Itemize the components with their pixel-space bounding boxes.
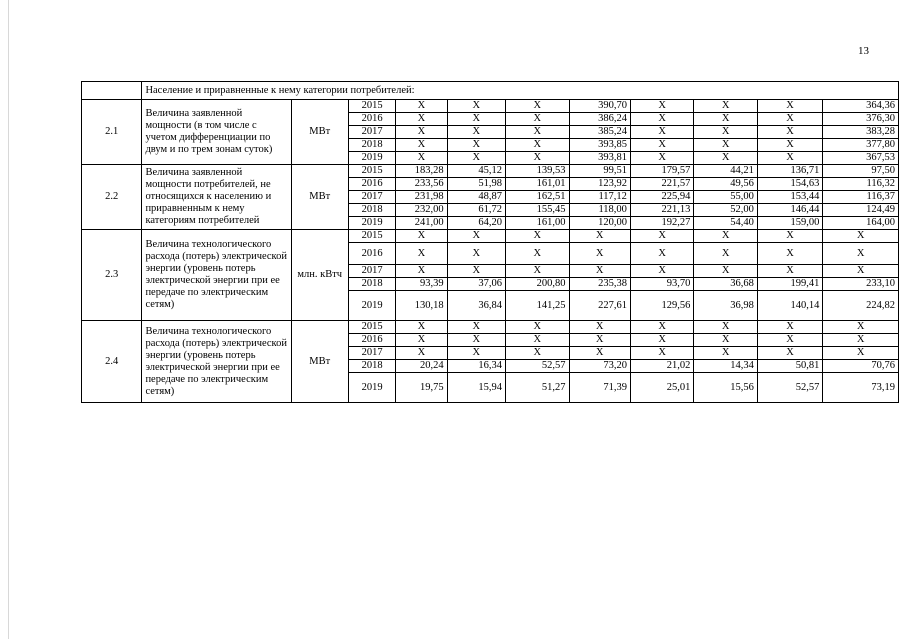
value-cell: X (396, 334, 447, 347)
value-cell: X (694, 243, 757, 265)
value-cell: 99,51 (569, 165, 630, 178)
value-cell: X (630, 126, 693, 139)
value-cell: X (757, 230, 822, 243)
value-cell: X (447, 243, 505, 265)
row-description: Величина заявленной мощности потребителей, не относящихся к населению и приравненным к нему категориям потребителей (142, 165, 291, 230)
value-cell: 52,57 (757, 373, 822, 403)
value-cell: 116,37 (823, 191, 899, 204)
value-cell: 383,28 (823, 126, 899, 139)
value-cell: X (396, 347, 447, 360)
table-row (82, 165, 899, 178)
value-cell: X (757, 152, 822, 165)
value-cell: X (694, 334, 757, 347)
value-cell: 14,34 (694, 360, 757, 373)
value-cell: X (757, 100, 822, 113)
value-cell: X (694, 152, 757, 165)
value-cell: X (630, 265, 693, 278)
value-cell: X (757, 334, 822, 347)
value-cell: X (447, 152, 505, 165)
year-cell: 2019 (348, 152, 395, 165)
value-cell: 393,85 (569, 139, 630, 152)
value-cell: X (396, 126, 447, 139)
value-cell: X (569, 347, 630, 360)
year-cell: 2016 (348, 113, 395, 126)
value-cell: X (630, 347, 693, 360)
value-cell: X (757, 113, 822, 126)
value-cell: X (447, 321, 505, 334)
value-cell: 136,71 (757, 165, 822, 178)
year-cell: 2018 (348, 139, 395, 152)
value-cell: X (757, 243, 822, 265)
value-cell: 20,24 (396, 360, 447, 373)
value-cell: X (447, 265, 505, 278)
value-cell: 155,45 (506, 204, 569, 217)
value-cell: 15,56 (694, 373, 757, 403)
value-cell: 235,38 (569, 278, 630, 291)
value-cell: 241,00 (396, 217, 447, 230)
year-cell: 2019 (348, 291, 395, 321)
page-number: 13 (858, 45, 869, 57)
row-code: 2.4 (82, 321, 142, 403)
value-cell: 159,00 (757, 217, 822, 230)
value-cell: X (506, 113, 569, 126)
value-cell: X (823, 265, 899, 278)
value-cell: 51,98 (447, 178, 505, 191)
value-cell: 192,27 (630, 217, 693, 230)
value-cell: X (694, 230, 757, 243)
value-cell: 386,24 (569, 113, 630, 126)
value-cell: 224,82 (823, 291, 899, 321)
value-cell: X (506, 347, 569, 360)
year-cell: 2017 (348, 191, 395, 204)
value-cell: 21,02 (630, 360, 693, 373)
value-cell: X (630, 139, 693, 152)
value-cell: X (396, 100, 447, 113)
value-cell: X (506, 230, 569, 243)
year-cell: 2016 (348, 178, 395, 191)
value-cell: 154,63 (757, 178, 822, 191)
section-header: Население и приравненные к нему категории потребителей: (142, 82, 899, 100)
value-cell: 367,53 (823, 152, 899, 165)
value-cell: 19,75 (396, 373, 447, 403)
value-cell: 153,44 (757, 191, 822, 204)
year-cell: 2017 (348, 126, 395, 139)
value-cell: 120,00 (569, 217, 630, 230)
tariff-data-table (81, 81, 899, 403)
value-cell: 36,98 (694, 291, 757, 321)
value-cell: 179,57 (630, 165, 693, 178)
value-cell: X (569, 230, 630, 243)
value-cell: X (506, 126, 569, 139)
value-cell: X (447, 100, 505, 113)
value-cell: 25,01 (630, 373, 693, 403)
value-cell: 45,12 (447, 165, 505, 178)
value-cell: 93,39 (396, 278, 447, 291)
value-cell: 233,10 (823, 278, 899, 291)
value-cell: 54,40 (694, 217, 757, 230)
value-cell: X (447, 139, 505, 152)
value-cell: 36,68 (694, 278, 757, 291)
year-cell: 2018 (348, 360, 395, 373)
value-cell: 129,56 (630, 291, 693, 321)
value-cell: 52,00 (694, 204, 757, 217)
year-cell: 2018 (348, 204, 395, 217)
scan-edge-line (8, 0, 9, 639)
year-cell: 2016 (348, 334, 395, 347)
value-cell: X (630, 152, 693, 165)
section-header-code-cell (82, 82, 142, 100)
value-cell: 200,80 (506, 278, 569, 291)
value-cell: X (569, 243, 630, 265)
value-cell: 16,34 (447, 360, 505, 373)
value-cell: 221,13 (630, 204, 693, 217)
value-cell: X (694, 113, 757, 126)
value-cell: X (506, 152, 569, 165)
value-cell: 118,00 (569, 204, 630, 217)
value-cell: 48,87 (447, 191, 505, 204)
value-cell: 73,19 (823, 373, 899, 403)
value-cell: X (396, 265, 447, 278)
value-cell: X (757, 126, 822, 139)
value-cell: 15,94 (447, 373, 505, 403)
value-cell: 124,49 (823, 204, 899, 217)
value-cell: X (569, 334, 630, 347)
value-cell: 161,01 (506, 178, 569, 191)
row-unit: МВт (291, 100, 348, 165)
value-cell: X (630, 334, 693, 347)
value-cell: X (396, 243, 447, 265)
value-cell: X (506, 100, 569, 113)
value-cell: X (757, 139, 822, 152)
value-cell: 183,28 (396, 165, 447, 178)
value-cell: X (506, 334, 569, 347)
value-cell: X (694, 139, 757, 152)
year-cell: 2015 (348, 165, 395, 178)
value-cell: X (630, 321, 693, 334)
value-cell: 141,25 (506, 291, 569, 321)
value-cell: 71,39 (569, 373, 630, 403)
value-cell: 61,72 (447, 204, 505, 217)
row-description: Величина заявленной мощности (в том числе с учетом дифференциации по двум и по трем зонам суток) (142, 100, 291, 165)
value-cell: X (630, 113, 693, 126)
value-cell: X (447, 113, 505, 126)
value-cell: X (630, 230, 693, 243)
value-cell: 44,21 (694, 165, 757, 178)
value-cell: 123,92 (569, 178, 630, 191)
row-code: 2.3 (82, 230, 142, 321)
value-cell: 50,81 (757, 360, 822, 373)
value-cell: 93,70 (630, 278, 693, 291)
value-cell: X (506, 321, 569, 334)
value-cell: X (823, 347, 899, 360)
value-cell: 52,57 (506, 360, 569, 373)
row-code: 2.2 (82, 165, 142, 230)
value-cell: 225,94 (630, 191, 693, 204)
value-cell: X (506, 139, 569, 152)
value-cell: X (569, 265, 630, 278)
value-cell: 364,36 (823, 100, 899, 113)
value-cell: 162,51 (506, 191, 569, 204)
value-cell: 49,56 (694, 178, 757, 191)
value-cell: X (694, 347, 757, 360)
value-cell: 130,18 (396, 291, 447, 321)
value-cell: 55,00 (694, 191, 757, 204)
value-cell: 37,06 (447, 278, 505, 291)
year-cell: 2019 (348, 217, 395, 230)
row-unit: МВт (291, 165, 348, 230)
value-cell: X (447, 347, 505, 360)
value-cell: X (396, 321, 447, 334)
value-cell: X (757, 265, 822, 278)
value-cell: X (823, 334, 899, 347)
year-cell: 2016 (348, 243, 395, 265)
value-cell: 233,56 (396, 178, 447, 191)
table-row (82, 100, 899, 113)
value-cell: 377,80 (823, 139, 899, 152)
value-cell: X (396, 139, 447, 152)
value-cell: X (506, 243, 569, 265)
value-cell: 232,00 (396, 204, 447, 217)
value-cell: X (396, 113, 447, 126)
value-cell: 36,84 (447, 291, 505, 321)
value-cell: X (630, 243, 693, 265)
year-cell: 2017 (348, 265, 395, 278)
row-unit: МВт (291, 321, 348, 403)
value-cell: 164,00 (823, 217, 899, 230)
value-cell: 73,20 (569, 360, 630, 373)
value-cell: 390,70 (569, 100, 630, 113)
row-description: Величина технологического расхода (потерь) электрической энергии (уровень потерь электрической энергии при ее передаче по электрическим сетям) (142, 321, 291, 403)
value-cell: X (569, 321, 630, 334)
year-cell: 2015 (348, 100, 395, 113)
value-cell: 393,81 (569, 152, 630, 165)
value-cell: X (447, 230, 505, 243)
value-cell: X (694, 100, 757, 113)
value-cell: X (447, 126, 505, 139)
year-cell: 2019 (348, 373, 395, 403)
value-cell: X (447, 334, 505, 347)
value-cell: X (396, 152, 447, 165)
value-cell: 70,76 (823, 360, 899, 373)
value-cell: X (694, 265, 757, 278)
value-cell: X (757, 321, 822, 334)
row-code: 2.1 (82, 100, 142, 165)
value-cell: X (823, 243, 899, 265)
value-cell: 161,00 (506, 217, 569, 230)
value-cell: 231,98 (396, 191, 447, 204)
year-cell: 2015 (348, 230, 395, 243)
value-cell: 116,32 (823, 178, 899, 191)
value-cell: X (694, 126, 757, 139)
value-cell: 199,41 (757, 278, 822, 291)
value-cell: 51,27 (506, 373, 569, 403)
value-cell: 385,24 (569, 126, 630, 139)
year-cell: 2018 (348, 278, 395, 291)
row-description: Величина технологического расхода (потерь) электрической энергии (уровень потерь электрической энергии при ее передаче по электрическим сетям) (142, 230, 291, 321)
table-row (82, 230, 899, 243)
section-header-row (82, 82, 899, 100)
value-cell: 376,30 (823, 113, 899, 126)
value-cell: X (506, 265, 569, 278)
year-cell: 2017 (348, 347, 395, 360)
value-cell: X (396, 230, 447, 243)
value-cell: X (757, 347, 822, 360)
table-row (82, 321, 899, 334)
value-cell: 97,50 (823, 165, 899, 178)
value-cell: X (823, 230, 899, 243)
value-cell: 221,57 (630, 178, 693, 191)
value-cell: 139,53 (506, 165, 569, 178)
value-cell: X (694, 321, 757, 334)
row-unit: млн. кВтч (291, 230, 348, 321)
value-cell: X (823, 321, 899, 334)
value-cell: X (630, 100, 693, 113)
value-cell: 64,20 (447, 217, 505, 230)
year-cell: 2015 (348, 321, 395, 334)
value-cell: 146,44 (757, 204, 822, 217)
value-cell: 117,12 (569, 191, 630, 204)
value-cell: 227,61 (569, 291, 630, 321)
value-cell: 140,14 (757, 291, 822, 321)
